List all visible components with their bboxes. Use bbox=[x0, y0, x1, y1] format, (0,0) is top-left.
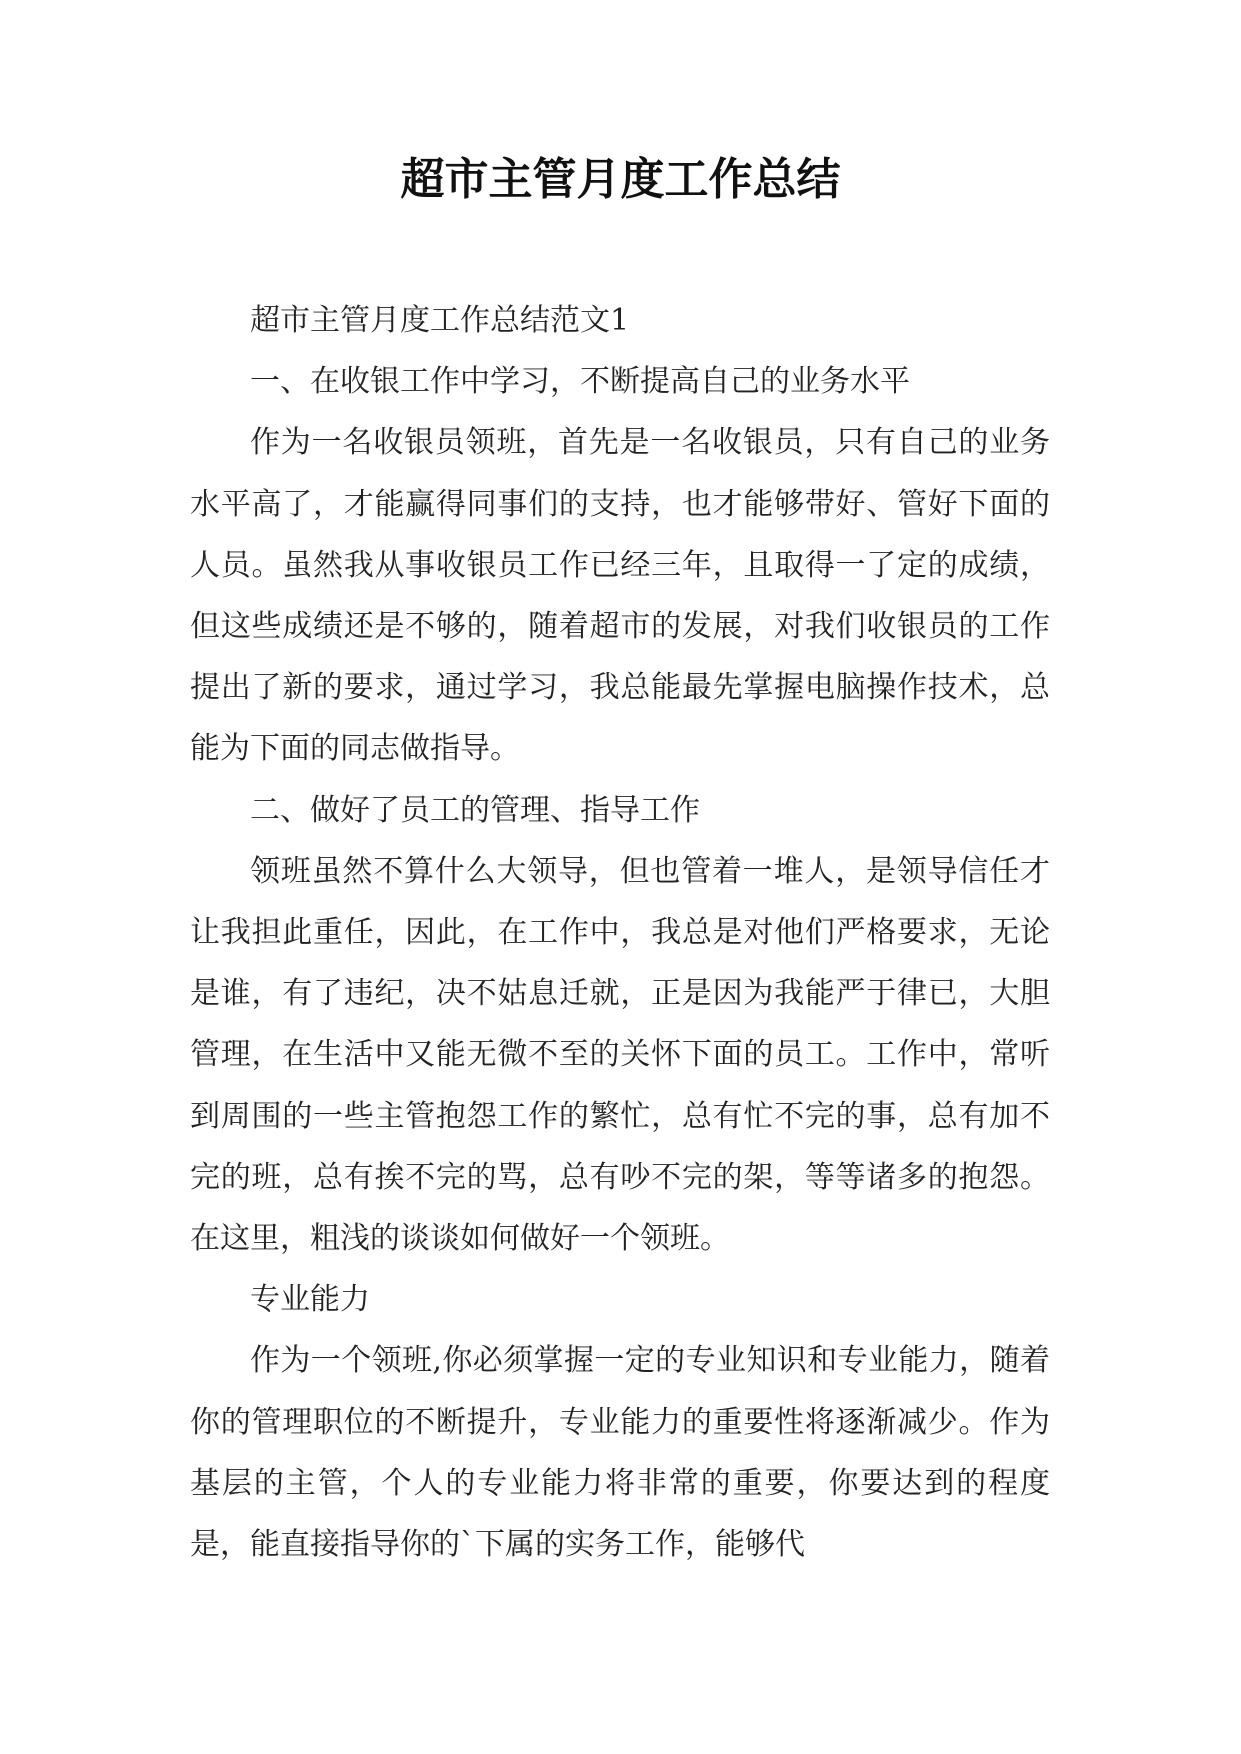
body-paragraph: 作为一名收银员领班，首先是一名收银员，只有自己的业务水平高了，才能赢得同事们的支持，也才能够带好、管好下面的人员。虽然我从事收银员工作已经三年，且取得一了定的成绩，但这些成绩还是不够的，随着超市的发展，对我们收银员的工作提出了新的要求，通过学习，我总能最先掌握电脑操作技术，总能为下面的同志做指导。 bbox=[190, 425, 1050, 767]
body-paragraph: 作为一个领班,你必须掌握一定的专业知识和专业能力，随着你的管理职位的不断提升，专业能力的重要性将逐渐减少。作为基层的主管，个人的专业能力将非常的重要，你要达到的程度是，能直接指导你的`下属的实务工作，能够代 bbox=[190, 1343, 1050, 1563]
section-heading: 超市主管月度工作总结范文1 bbox=[250, 303, 630, 338]
section-heading: 一、在收银工作中学习，不断提高自己的业务水平 bbox=[250, 364, 910, 400]
section-heading: 专业能力 bbox=[250, 1282, 370, 1318]
body-paragraph: 领班虽然不算什么大领导，但也管着一堆人，是领导信任才让我担此重任，因此，在工作中，我总是对他们严格要求，无论是谁，有了违纪，决不姑息迁就，正是因为我能严于律已，大胆管理，在生活中又能无微不至的关怀下面的员工。工作中，常听到周围的一些主管抱怨工作的繁忙，总有忙不完的事，总有加不完的班，总有挨不完的骂，总有吵不完的架，等等诸多的抱怨。在这里，粗浅的谈谈如何做好一个领班。 bbox=[190, 853, 1050, 1257]
document-title: 超市主管月度工作总结 bbox=[400, 154, 841, 205]
document-body bbox=[190, 290, 1050, 1575]
section-heading: 二、做好了员工的管理、指导工作 bbox=[250, 792, 700, 828]
